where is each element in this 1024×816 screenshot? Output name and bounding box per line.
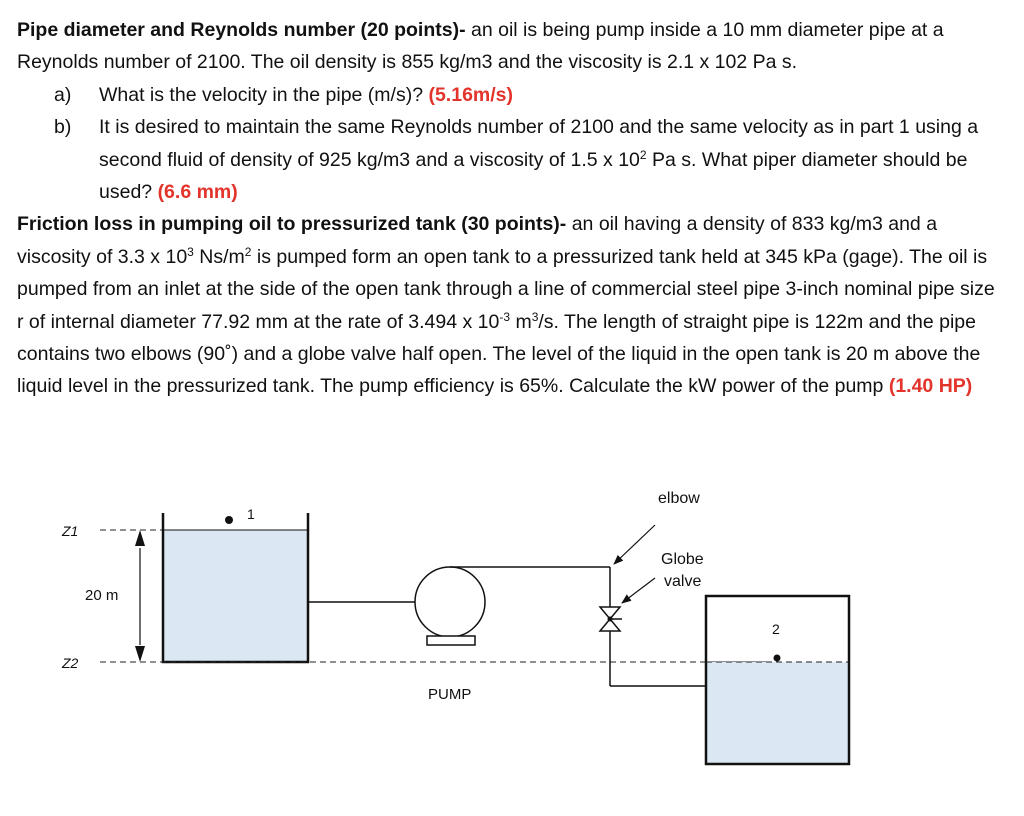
valve-label-line2: valve (664, 573, 702, 590)
globe-valve-symbol (600, 607, 622, 631)
elbow-label: elbow (658, 490, 700, 507)
point-1-label: 1 (247, 506, 255, 522)
question-b-exponent: 2 (639, 147, 647, 162)
question-a-text: What is the velocity in the pipe (m/s)? (99, 83, 429, 106)
pump-label: PUMP (428, 686, 472, 703)
problem-text (17, 14, 997, 403)
problem1-title: Pipe diameter and Reynolds number (20 points)- (17, 19, 466, 41)
problem1-intro: an oil is being pump inside a 10 mm diameter pipe at a Reynolds number of 2100. The oil density is 855 kg/m3 and the viscosity is 2.1 x 102 Pa s. (17, 19, 944, 74)
z1-label: Z1 (62, 523, 79, 539)
problem2-answer: (1.40 HP) (888, 375, 973, 398)
pump-base (427, 636, 475, 645)
height-arrow-up (135, 530, 145, 546)
pump-casing (415, 567, 485, 637)
problem2-paragraph (17, 208, 997, 402)
pump-system-diagram (0, 478, 1024, 816)
question-b-label: b) (54, 116, 72, 139)
question-b (17, 111, 997, 208)
height-arrow-down (135, 646, 145, 662)
problem2-exp-1: 3 (187, 244, 194, 259)
pressurized-tank-liquid (706, 662, 849, 764)
question-b-answer: (6.6 mm) (157, 181, 238, 204)
problem1-paragraph (17, 14, 997, 79)
open-tank-liquid (163, 530, 308, 662)
question-a (17, 79, 997, 111)
problem2-text-5: /s. The length of straight pipe is 122m and the pipe contains two elbows (90˚) and a globe valve half open. The level of the liquid in the open tank is 20 m above the liquid level in the pressurized tank. The pump efficiency is 65%. Calculate the kW power of the pump (17, 310, 981, 398)
valve-leader-arrow (622, 578, 655, 603)
problem2-text-1: an oil having a density of 833 kg/m3 and a viscosity of 3.3 x 10 (17, 213, 938, 268)
point-1-marker (225, 516, 233, 524)
question-a-answer: (5.16m/s) (428, 83, 514, 106)
problem2-text-3: is pumped form an open tank to a pressurized tank held at 345 kPa (gage). The oil is pumped from an inlet at the side of the open tank through a line of commercial steel pipe 3-inch nominal pipe size r of internal diameter 77.92 mm at the rate of 3.494 x 10 (17, 245, 995, 333)
question-a-label: a) (54, 83, 72, 106)
question-b-text-2: Pa s. What piper diameter should be used? (99, 148, 968, 204)
point-2-label: 2 (772, 621, 780, 637)
problem2-exp-4: 3 (531, 309, 539, 324)
valve-label-line1: Globe (661, 551, 704, 568)
problem2-exp-2: 2 (244, 244, 252, 259)
problem2-exp-3: -3 (499, 309, 511, 324)
problem2-text-2: Ns/m (193, 245, 245, 268)
problem2-text-4: m (510, 310, 532, 333)
z2-label: Z2 (62, 655, 79, 671)
elbow-leader-arrow (614, 525, 655, 564)
point-2-marker (774, 655, 781, 662)
question-b-text-1: It is desired to maintain the same Reynolds number of 2100 and the same velocity as in part 1 using a second fluid of density of 925 kg/m3 and a viscosity of 1.5 x 10 (99, 116, 979, 171)
height-label: 20 m (85, 587, 119, 604)
problem2-title: Friction loss in pumping oil to pressurized tank (30 points)- (17, 213, 567, 236)
